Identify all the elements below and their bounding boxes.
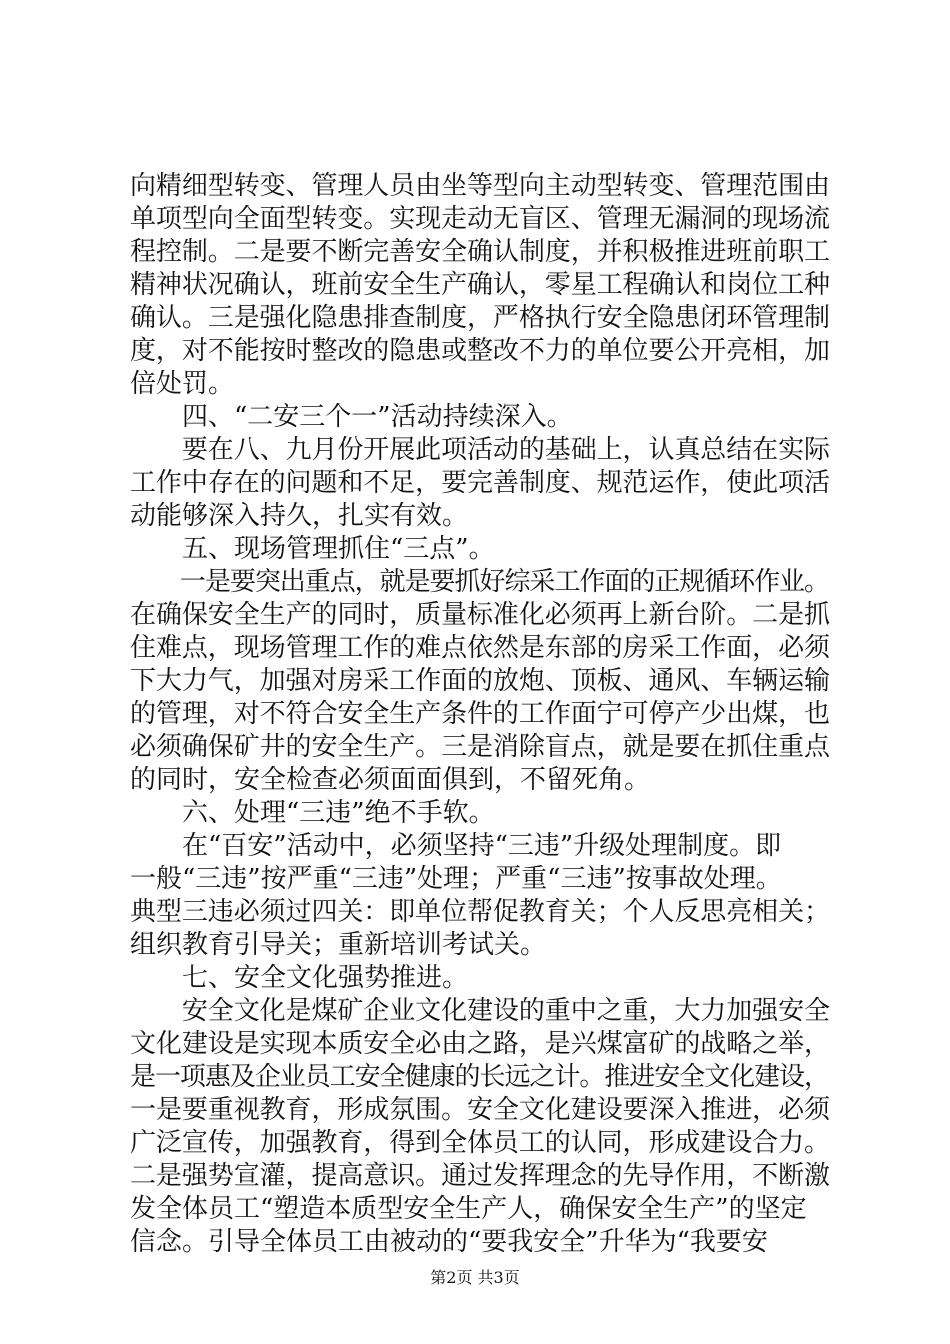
text-line: 文化建设是实现本质安全必由之路，是兴煤富矿的战略之举， xyxy=(130,1029,830,1059)
text-line: 度，对不能按时整改的隐患或整改不力的单位要公开亮相，加 xyxy=(130,336,830,366)
text-line: 动能够深入持久，扎实有效。 xyxy=(130,501,469,531)
text-line: 的同时，安全检查必须面面俱到，不留死角。 xyxy=(130,765,651,795)
text-line: 倍处罚。 xyxy=(130,369,235,399)
text-line: 工作中存在的问题和不足，要完善制度、规范运作，使此项活 xyxy=(130,468,830,498)
text-line: 四、“二安三个一”活动持续深入。 xyxy=(130,402,573,432)
text-line: 安全文化是煤矿企业文化建设的重中之重，大力加强安全 xyxy=(130,996,830,1026)
text-line: 一是要突出重点，就是要抓好综采工作面的正规循环作业。 xyxy=(130,567,829,597)
text-line: 必须确保矿井的安全生产。三是消除盲点，就是要在抓住重点 xyxy=(130,732,830,762)
text-line: 一般“三违”按严重“三违”处理；严重“三违”按事故处理。 xyxy=(130,864,782,894)
document-body xyxy=(130,170,830,1259)
text-line: 向精细型转变、管理人员由坐等型向主动型转变、管理范围由 xyxy=(130,171,830,201)
text-line: 组织教育引导关；重新培训考试关。 xyxy=(130,930,547,960)
text-line: 二是强势宣灌，提高意识。通过发挥理念的先导作用，不断激 xyxy=(130,1161,830,1191)
text-line: 五、现场管理抓住“三点”。 xyxy=(130,534,495,564)
text-line: 住难点，现场管理工作的难点依然是东部的房采工作面，必须 xyxy=(130,633,830,663)
text-line: 在确保安全生产的同时，质量标准化必须再上新台阶。二是抓 xyxy=(130,600,830,630)
text-line: 程控制。二是要不断完善安全确认制度，并积极推进班前职工 xyxy=(130,237,830,267)
text-line: 确认。三是强化隐患排查制度，严格执行安全隐患闭环管理制 xyxy=(130,303,830,333)
text-line: 信念。引导全体员工由被动的“要我安全”升华为“我要安 xyxy=(130,1227,768,1257)
text-line: 典型三违必须过四关：即单位帮促教育关；个人反思亮相关； xyxy=(130,897,830,927)
text-line: 的管理，对不符合安全生产条件的工作面宁可停产少出煤，也 xyxy=(130,699,830,729)
text-line: 下大力气，加强对房采工作面的放炮、顶板、通风、车辆运输 xyxy=(130,666,830,696)
text-line: 六、处理“三违”绝不手软。 xyxy=(130,798,495,828)
text-line: 要在八、九月份开展此项活动的基础上，认真总结在实际 xyxy=(130,435,830,465)
text-line: 七、安全文化强势推进。 xyxy=(130,963,469,993)
text-line: 单项型向全面型转变。实现走动无盲区、管理无漏洞的现场流 xyxy=(130,204,830,234)
text-line: 精神状况确认，班前安全生产确认，零星工程确认和岗位工种 xyxy=(130,270,830,300)
page-footer: 第2页 共3页 xyxy=(430,1268,520,1287)
text-line: 在“百安”活动中，必须坚持“三违”升级处理制度。即 xyxy=(130,831,782,861)
text-line: 是一项惠及企业员工安全健康的长远之计。推进安全文化建设， xyxy=(130,1062,829,1092)
text-line: 一是要重视教育，形成氛围。安全文化建设要深入推进，必须 xyxy=(130,1095,830,1125)
text-line: 广泛宣传，加强教育，得到全体员工的认同，形成建设合力。 xyxy=(130,1128,830,1158)
text-line: 发全体员工“塑造本质型安全生产人，确保安全生产”的坚定 xyxy=(130,1194,807,1224)
